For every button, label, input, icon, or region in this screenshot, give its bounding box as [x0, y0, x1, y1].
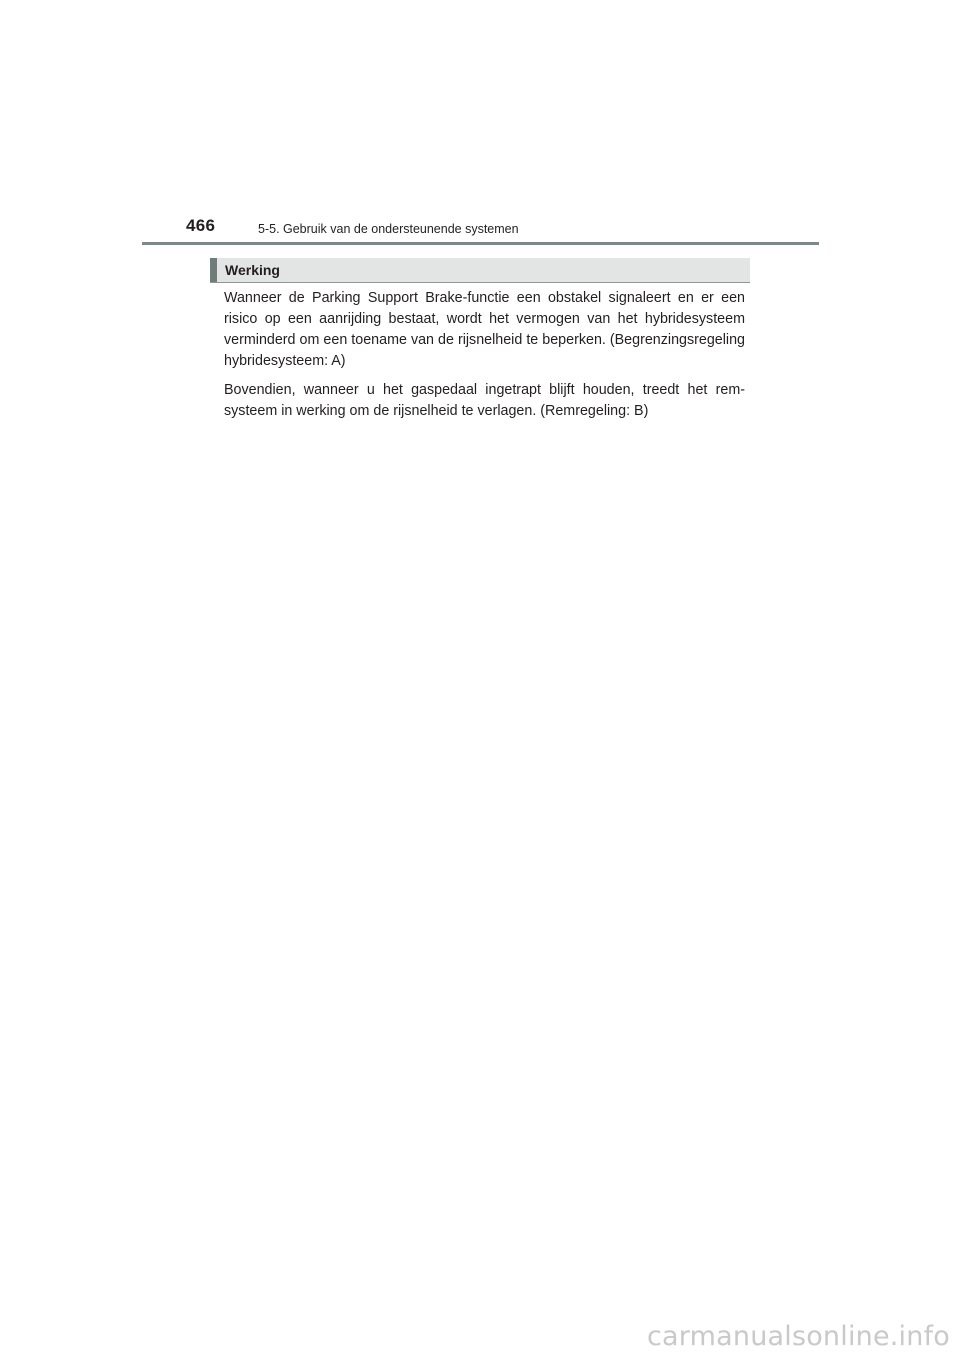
header-rule — [142, 242, 819, 245]
page-number: 466 — [186, 216, 216, 235]
section-title: 5-5. Gebruik van de ondersteunende systemen — [258, 222, 519, 236]
section-heading-bar — [210, 258, 750, 283]
section-heading-accent — [210, 258, 217, 282]
body-paragraph: Bovendien, wanneer u het gaspedaal ingetrapt blijft houden, treedt het rem-systeem in werking om de rijsnelheid te verlagen. (Remregeling: B) — [224, 382, 745, 419]
section-heading: Werking — [225, 262, 280, 278]
watermark: carmanualsonline.info — [647, 1321, 950, 1352]
body-paragraph: Wanneer de Parking Support Brake-functie een obstakel signaleert en er een risico op een aanrijding bestaat, wordt het vermogen van het hybridesysteem verminderd om een toename van de rijsnelheid te beperken. (Begrenzingsregeling hybridesysteem: A) — [224, 290, 745, 369]
